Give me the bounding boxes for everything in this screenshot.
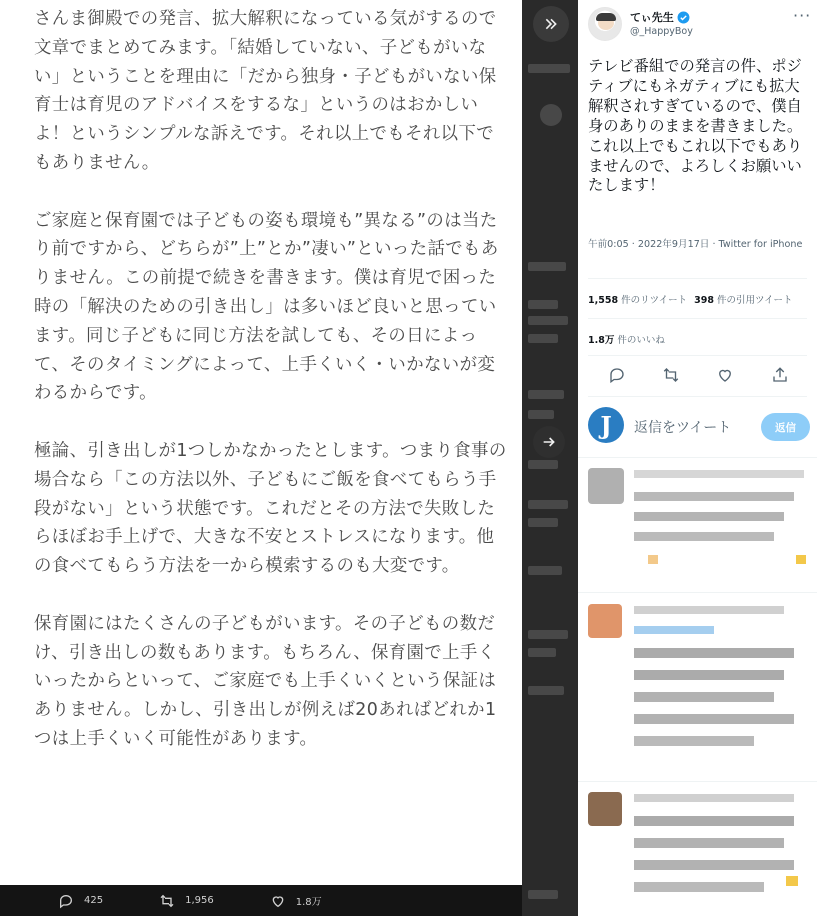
faded-text — [528, 566, 562, 575]
tweet-panel — [578, 0, 817, 916]
like-stats — [588, 332, 665, 346]
blurred-line — [634, 736, 754, 746]
display-name: てぃ先生 — [630, 11, 674, 24]
blurred-avatar — [588, 604, 622, 638]
blurred-reply[interactable] — [578, 788, 817, 916]
blurred-emoji — [796, 555, 806, 564]
faded-text — [528, 460, 558, 469]
divider — [588, 355, 807, 356]
verified-badge-icon — [677, 11, 690, 24]
paragraph-2: ご家庭と保育園では子どもの姿も環境も”異なる”のは当たり前ですから、どちらが”上”とか”凄い”といった話でもありません。この前提で続きを書きます。僕は育児で困った時の「解決のための引き出し」は多いほど良いと思っています。同じ子どもに同じ方法を試しても、その日によって、そのタイミングによって、上手くいく・いかないが変わるからです。 — [34, 210, 499, 404]
divider — [578, 457, 817, 458]
faded-text — [528, 518, 558, 527]
blurred-avatar — [588, 792, 622, 826]
heart-icon — [270, 893, 286, 909]
image-action-bar — [0, 885, 522, 916]
blurred-emoji — [648, 555, 658, 564]
paragraph-4: 保育園にはたくさんの子どもがいます。その子どもの数だけ、引き出しの数もあります。もちろん、保育園で上手くいったからといって、ご家庭でも上手くいくという保証はありません。しかし、引き出しが例えば20あればどれか1つは上手くいく可能性があります。 — [34, 613, 497, 749]
faded-text — [528, 64, 570, 73]
user-handle[interactable]: @_HappyBoy — [630, 26, 693, 37]
tweet-text: テレビ番組での発言の件、ポジティブにもネガティブにも拡大解釈されすぎているので、僕自身のありのままを書きました。これ以上でもこれ以下でもありませんので、よろしくお願いいたします！ — [588, 57, 803, 195]
blurred-line — [634, 860, 794, 870]
faded-text — [528, 390, 564, 399]
avatar[interactable] — [588, 7, 622, 41]
like-count: 1.8万 — [295, 897, 322, 908]
retweet-icon[interactable] — [662, 366, 680, 384]
reply-button[interactable]: 返信 — [761, 413, 810, 441]
faded-avatar — [540, 104, 562, 126]
paragraph-1: さんま御殿での発言、拡大解釈になっている気がするので文章でまとめてみます。「結婚していない、子どもがいない」ということを理由に「だから独身・子どもがいない保育士は育児のアドバイスをするな」というのはおかしいよ！というシンプルな訴えです。それ以上でもそれ以下でもありません。 — [34, 9, 497, 173]
divider — [588, 318, 807, 319]
next-image-button[interactable] — [533, 426, 565, 458]
like-label: 件のいいね — [617, 335, 665, 346]
blurred-avatar — [588, 468, 624, 504]
faded-text — [528, 262, 566, 271]
blurred-line — [634, 492, 794, 501]
blurred-line — [634, 838, 784, 848]
blurred-line — [634, 648, 794, 658]
retweet-total[interactable]: 1,558 — [588, 295, 619, 306]
my-avatar: J — [588, 407, 624, 443]
reply-composer — [578, 404, 817, 454]
tweet-header — [578, 0, 817, 52]
faded-text — [528, 334, 558, 343]
like-action[interactable] — [270, 893, 322, 909]
tweet-actions — [578, 366, 817, 388]
share-icon[interactable] — [771, 366, 789, 384]
quote-label: 件の引用ツイート — [717, 295, 793, 306]
blurred-line — [634, 470, 804, 478]
faded-text — [528, 648, 556, 657]
reply-icon — [58, 893, 74, 909]
faded-text — [528, 890, 558, 899]
blurred-reply[interactable] — [578, 462, 817, 587]
more-options-icon[interactable]: ··· — [793, 6, 812, 25]
display-name-row[interactable] — [630, 9, 690, 25]
blurred-emoji — [786, 876, 798, 886]
blurred-reply[interactable] — [578, 600, 817, 775]
blurred-line — [634, 670, 784, 680]
divider — [588, 396, 807, 397]
faded-text — [528, 686, 564, 695]
blurred-line — [634, 692, 774, 702]
double-chevron-right-icon — [543, 16, 559, 32]
blurred-line — [634, 512, 784, 521]
divider — [588, 278, 807, 279]
reply-input[interactable]: 返信をツイート — [634, 420, 732, 436]
heart-icon[interactable] — [716, 366, 734, 384]
blurred-line — [634, 714, 794, 724]
reply-icon[interactable] — [608, 366, 626, 384]
retweet-count: 1,956 — [185, 895, 214, 906]
blurred-line — [634, 882, 764, 892]
blurred-link — [634, 626, 714, 634]
retweet-stats — [588, 292, 793, 306]
arrow-right-icon — [541, 434, 557, 450]
expand-panel-button[interactable] — [533, 6, 569, 42]
reply-count: 425 — [84, 895, 104, 906]
blurred-line — [634, 532, 774, 541]
paragraph-3: 極論、引き出しが1つしかなかったとします。つまり食事の場合なら「この方法以外、子どもにご飯を食べてもらう手段がない」という状態です。これだとその方法で失敗したらほぼお手上げで、大きな不安とストレスになります。他の食べてもらう方法を一から模索するのも大変です。 — [34, 440, 507, 577]
retweet-label: 件のリツイート — [621, 295, 688, 306]
dimmed-background — [522, 0, 578, 916]
faded-text — [528, 630, 568, 639]
divider — [578, 592, 817, 593]
faded-text — [528, 316, 568, 325]
retweet-icon — [159, 893, 175, 909]
faded-text — [528, 500, 568, 509]
reply-action[interactable] — [58, 893, 103, 909]
retweet-action[interactable] — [159, 893, 214, 909]
tweet-timestamp[interactable]: 午前0:05 · 2022年9月17日 · Twitter for iPhone — [588, 239, 803, 250]
blurred-line — [634, 794, 794, 802]
faded-text — [528, 410, 554, 419]
like-total[interactable]: 1.8万 — [588, 335, 615, 346]
faded-text — [528, 300, 558, 309]
divider — [578, 781, 817, 782]
blurred-line — [634, 606, 784, 614]
blurred-line — [634, 816, 794, 826]
quote-total[interactable]: 398 — [694, 295, 714, 306]
